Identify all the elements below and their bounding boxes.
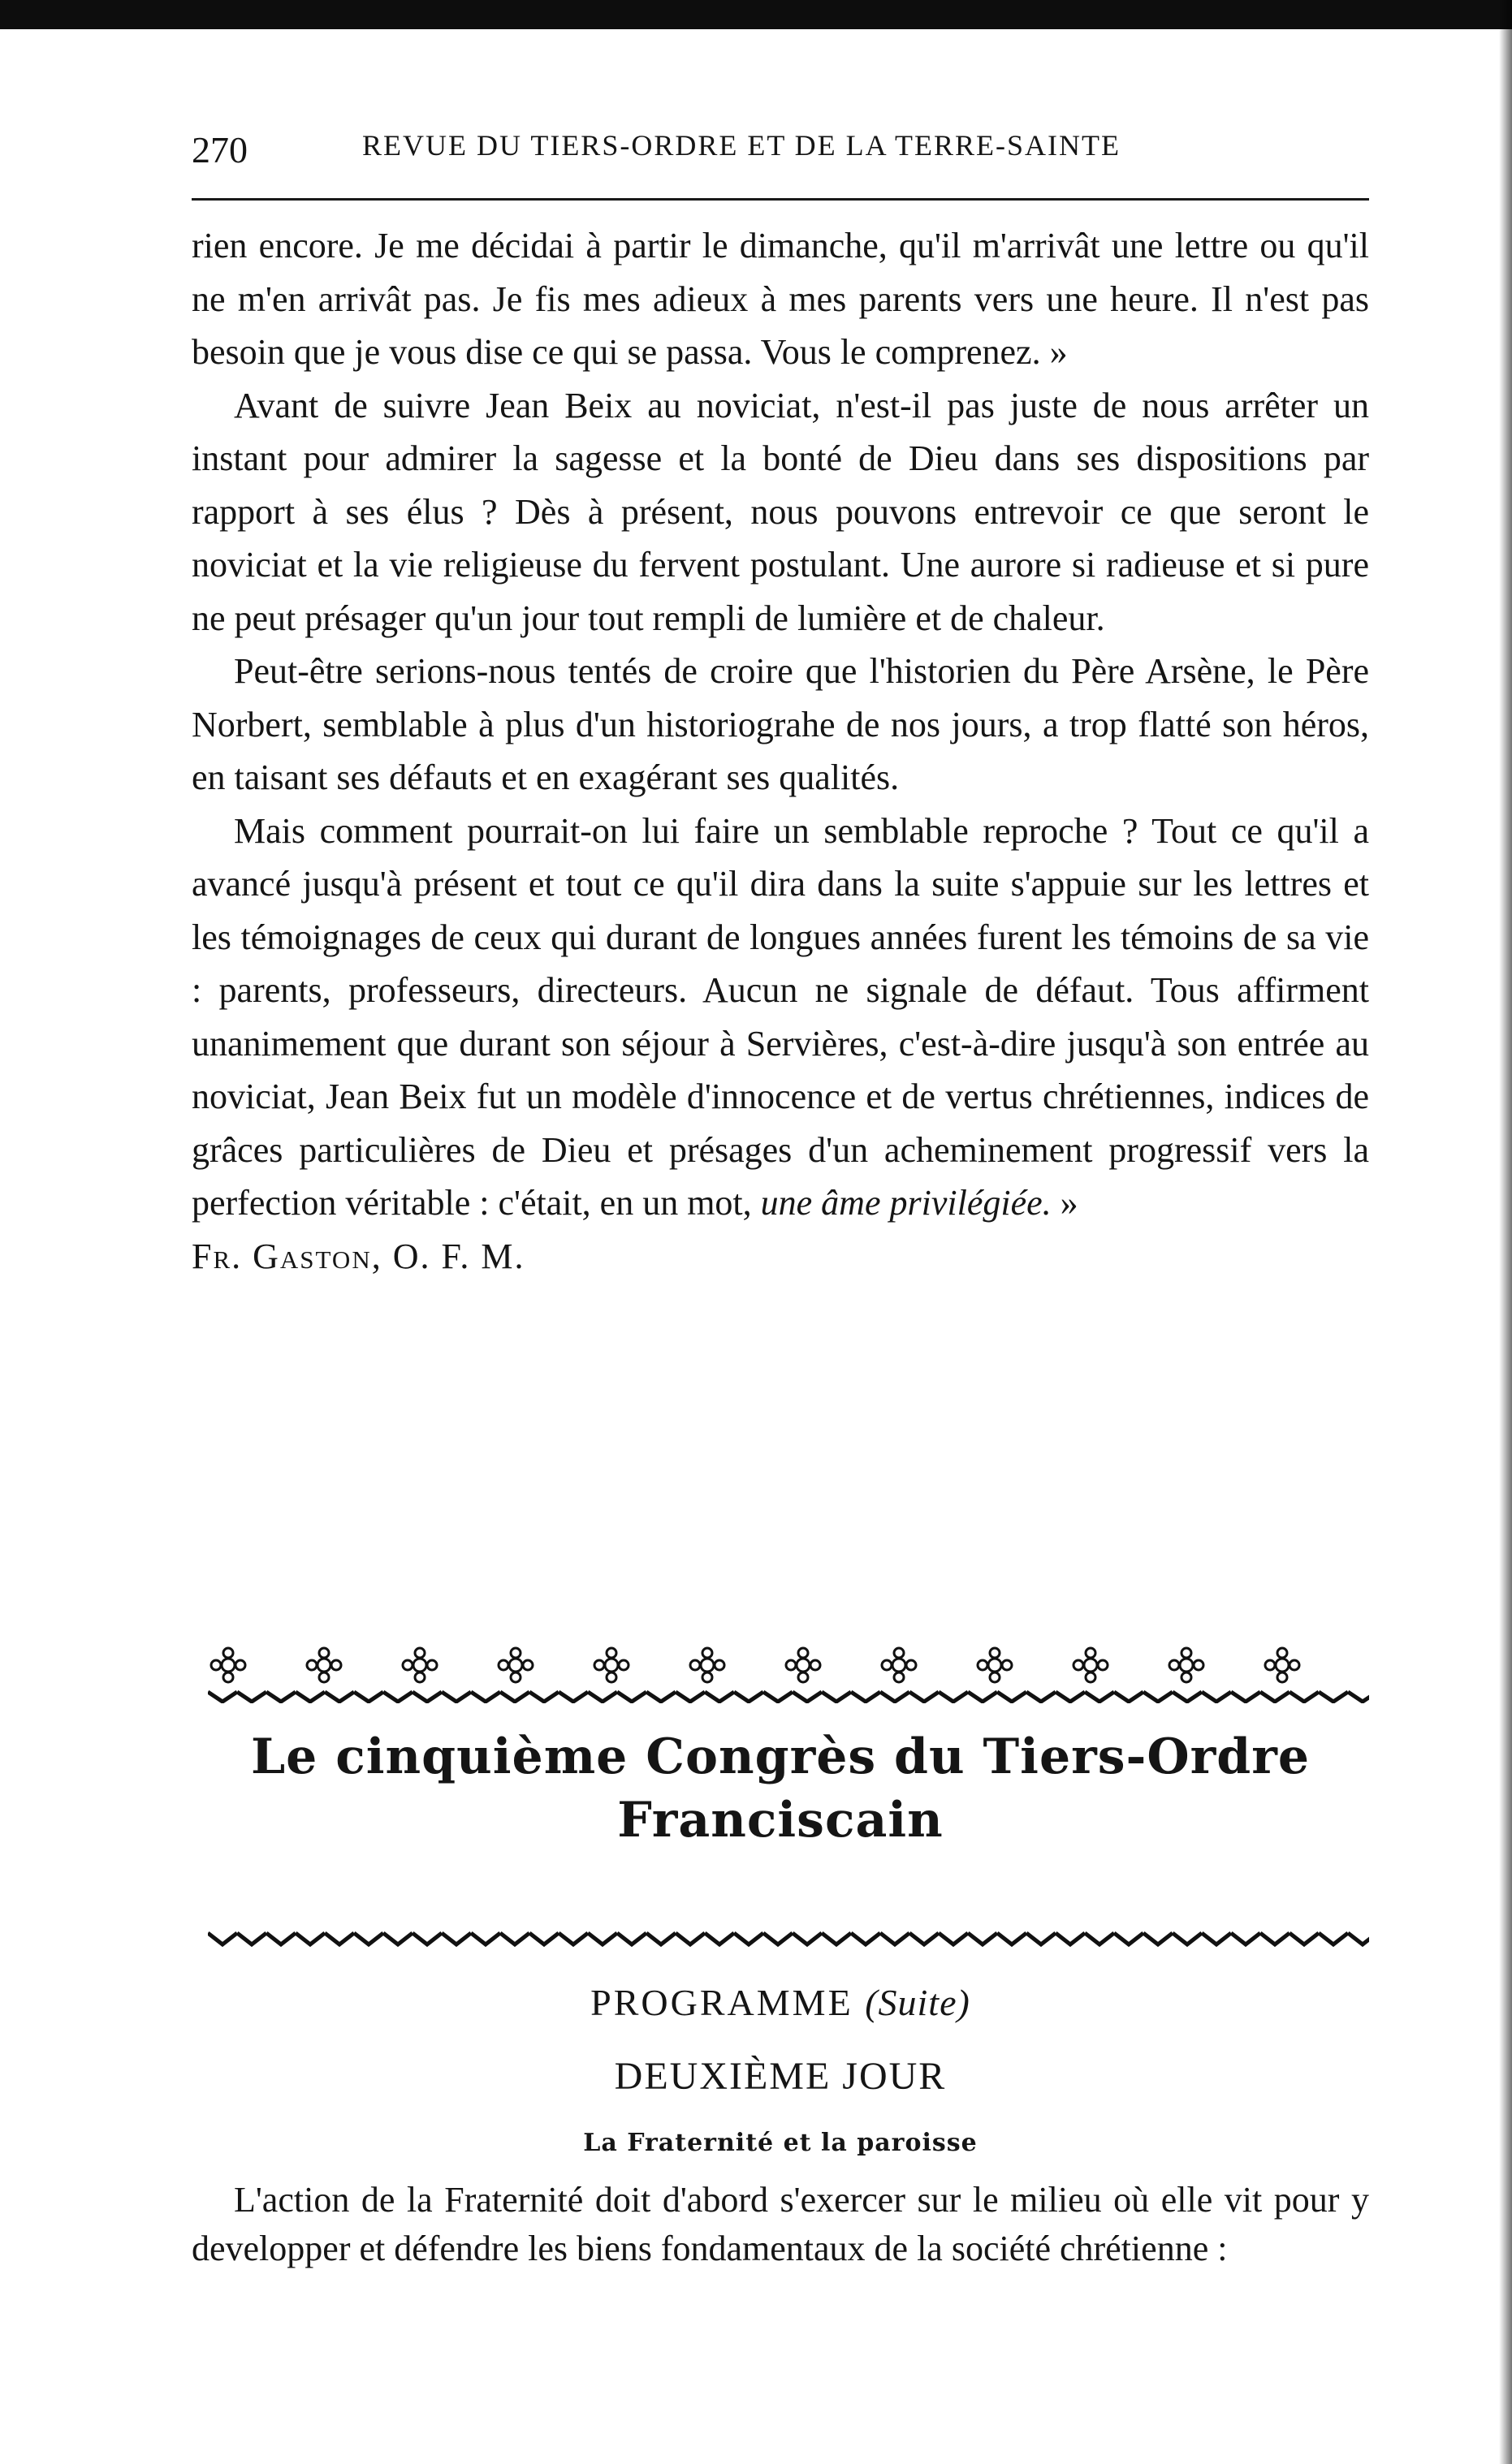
floral-border-icon bbox=[208, 1640, 1369, 1705]
programme-suffix: (Suite) bbox=[865, 1982, 970, 2023]
programme-label: PROGRAMME bbox=[590, 1982, 853, 2023]
flower-icon bbox=[1166, 1645, 1207, 1685]
italic-phrase: une âme privilégiée. bbox=[760, 1183, 1052, 1223]
author-signature: Fr. Gaston, O. F. M. bbox=[192, 1236, 525, 1276]
paragraph: L'action de la Fraternité doit d'abord s'exercer sur le milieu où elle vit pour y developper et défendre les biens fondamentaux de la société chrétienne : bbox=[192, 2180, 1369, 2268]
flower-icon bbox=[879, 1645, 919, 1685]
wave-border-icon bbox=[208, 1931, 1369, 1947]
title-line: Franciscain bbox=[617, 1792, 944, 1849]
scan-top-border bbox=[0, 0, 1512, 29]
paragraph-text: Mais comment pourrait-on lui faire un semblable reproche ? Tout ce qu'il a avancé jusqu'à présent et tout ce qu'il dira dans la suite s'appuie sur les lettres et les témoignages de ceux qui durant de longues années furent les témoins de sa vie : parents, professeurs, directeurs. Aucun ne signale de défaut. Tous affirment unanimement que durant son séjour à Servières, c'est-à-dire jusqu'à son entrée au noviciat, Jean Beix fut un modèle d'innocence et de vertus chrétiennes, indices de grâces particulières de Dieu et présages d'un acheminement progressif vers la perfection véritable : c'était, en un mot, bbox=[192, 810, 1369, 1223]
flower-icon bbox=[208, 1645, 248, 1685]
header-rule bbox=[192, 198, 1369, 201]
scan-right-edge bbox=[1499, 0, 1512, 2464]
article-title bbox=[192, 1725, 1369, 1852]
article-body bbox=[192, 219, 1369, 1283]
flower-icon bbox=[1262, 1645, 1302, 1685]
running-head bbox=[192, 114, 1369, 179]
closing-quote: » bbox=[1051, 1183, 1078, 1223]
programme-heading bbox=[192, 1981, 1369, 2024]
title-line: Le cinquième Congrès du Tiers-Ordre bbox=[250, 1728, 1311, 1785]
flower-icon bbox=[783, 1645, 823, 1685]
paragraph: rien encore. Je me décidai à partir le dimanche, qu'il m'arrivât une lettre ou qu'il ne m'en arrivât pas. Je fis mes adieux à mes parents vers une heure. Il n'est pas besoin que je vous dise ce qui se passa. Vous le comprenez. » bbox=[192, 226, 1369, 372]
flower-icon bbox=[974, 1645, 1015, 1685]
flower-icon bbox=[400, 1645, 440, 1685]
day-heading: DEUXIÈME JOUR bbox=[614, 2055, 947, 2098]
wave-border-icon bbox=[208, 1690, 1369, 1703]
flower-icon bbox=[495, 1645, 536, 1685]
flower-icon bbox=[1070, 1645, 1111, 1685]
paragraph: Avant de suivre Jean Beix au noviciat, n'est-il pas juste de nous arrêter un instant pour admirer la sagesse et la bonté de Dieu dans ses dispositions par rapport à ses élus ? Dès à présent, nous pouvons entrevoir ce que seront le noviciat et la vie religieuse du fervent postulant. Une aurore si radieuse et si pure ne peut présager qu'un jour tout rempli de lumière et de chaleur. bbox=[192, 385, 1369, 638]
flower-icon bbox=[687, 1645, 728, 1685]
book-page bbox=[192, 114, 1369, 2268]
page-number: 270 bbox=[192, 129, 248, 170]
article-intro bbox=[192, 2176, 1369, 2273]
paragraph-final bbox=[192, 805, 1369, 1230]
flower-icon bbox=[591, 1645, 632, 1685]
running-head-title: REVUE DU TIERS-ORDRE ET DE LA TERRE-SAINTE bbox=[362, 129, 1121, 162]
paragraph: Peut-être serions-nous tentés de croire que l'historien du Père Arsène, le Père Norbert, semblable à plus d'un historiograhe de nos jours, a trop flatté son héros, en taisant ses défauts et en exagérant ses qualités. bbox=[192, 651, 1369, 797]
flower-icon bbox=[304, 1645, 344, 1685]
section-heading: La Fraternité et la paroisse bbox=[583, 2129, 978, 2157]
